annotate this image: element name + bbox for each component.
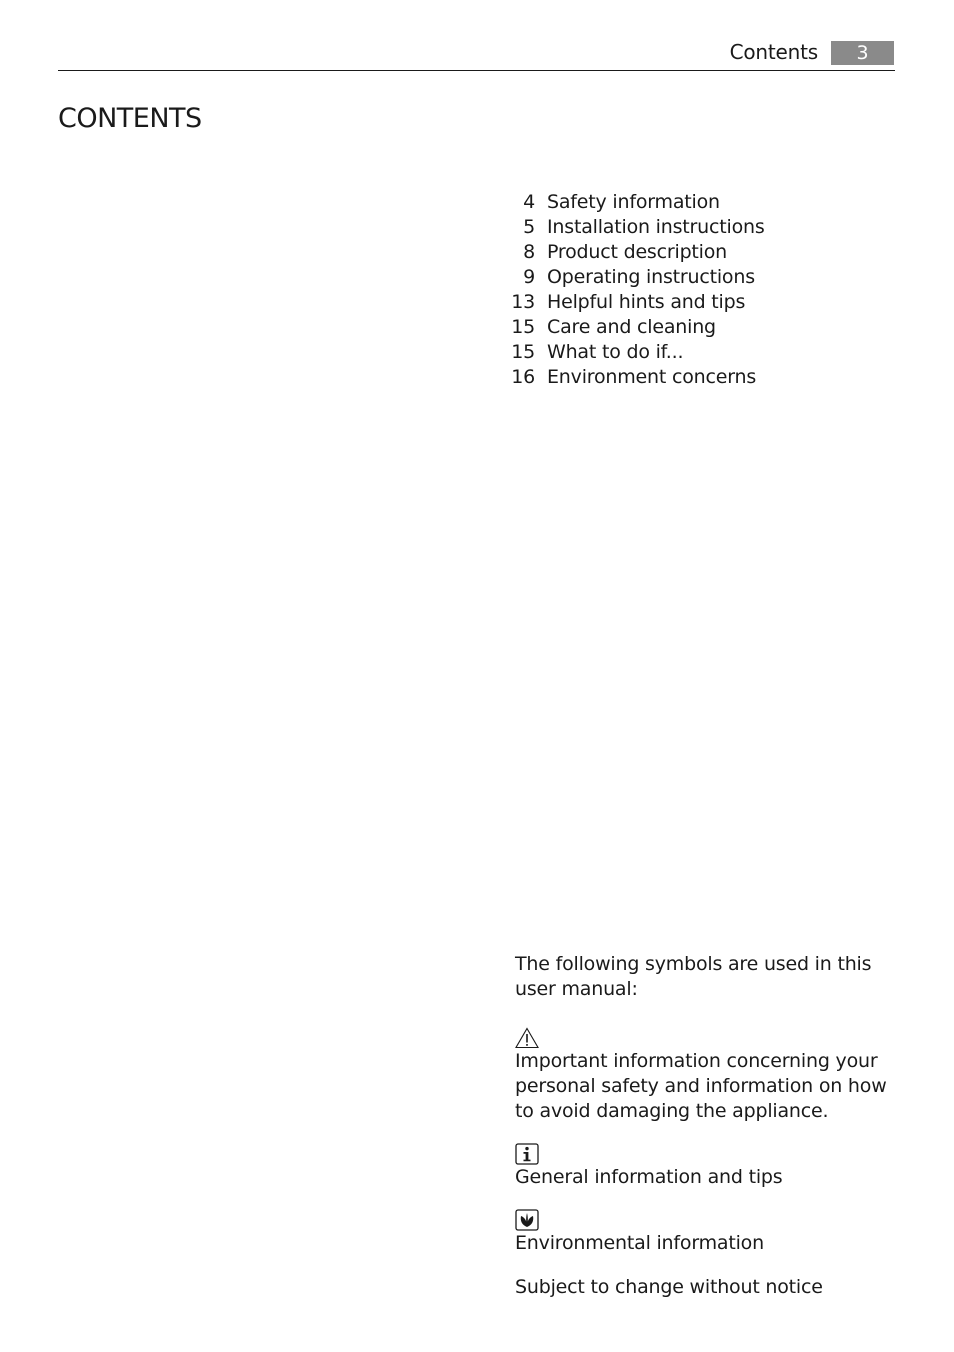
- symbol-environment-block: [515, 1209, 905, 1256]
- toc-page-number: 9: [523, 266, 535, 288]
- symbols-legend: [515, 952, 905, 1300]
- toc-entry-safety-information[interactable]: [500, 190, 900, 215]
- page-number-badge: 3: [831, 41, 894, 65]
- toc-entry-product-description[interactable]: [500, 240, 900, 265]
- toc-entry-title: What to do if...: [547, 341, 684, 363]
- change-notice: Subject to change without notice: [515, 1276, 823, 1298]
- toc-entry-title: Operating instructions: [547, 266, 755, 288]
- symbol-warning-block: [515, 1027, 905, 1124]
- toc-entry-title: Installation instructions: [547, 216, 765, 238]
- toc-page-number: 8: [523, 241, 535, 263]
- toc-entry-care-and-cleaning[interactable]: [500, 315, 900, 340]
- toc-entry-title: Care and cleaning: [547, 316, 716, 338]
- toc-entry-environment-concerns[interactable]: [500, 365, 900, 390]
- symbols-intro: The following symbols are used in this user manual:: [515, 953, 872, 1000]
- toc-entry-title: Product description: [547, 241, 728, 263]
- toc-page-number: 13: [511, 291, 535, 313]
- warning-triangle-icon: [515, 1027, 539, 1049]
- environment-icon: [515, 1209, 539, 1231]
- symbol-warning-text: Important information concerning your personal safety and information on how to avoid damaging the appliance.: [515, 1050, 887, 1122]
- toc-entry-title: Helpful hints and tips: [547, 291, 746, 313]
- toc-entry-helpful-hints-and-tips[interactable]: [500, 290, 900, 315]
- info-icon: [515, 1143, 539, 1165]
- toc-page-number: 15: [511, 316, 535, 338]
- symbol-info-text: General information and tips: [515, 1166, 783, 1188]
- header-section-label: Contents: [729, 40, 818, 64]
- header-divider: [58, 70, 895, 71]
- toc-page-number: 5: [523, 216, 535, 238]
- toc-page-number: 4: [523, 191, 535, 213]
- toc-page-number: 15: [511, 341, 535, 363]
- toc-entry-title: Environment concerns: [547, 366, 757, 388]
- table-of-contents: [500, 190, 900, 390]
- symbol-info-block: [515, 1143, 905, 1190]
- symbol-environment-text: Environmental information: [515, 1232, 764, 1254]
- toc-entry-what-to-do-if[interactable]: [500, 340, 900, 365]
- toc-entry-installation-instructions[interactable]: [500, 215, 900, 240]
- toc-entry-operating-instructions[interactable]: [500, 265, 900, 290]
- toc-entry-title: Safety information: [547, 191, 720, 213]
- toc-page-number: 16: [511, 366, 535, 388]
- page-title: CONTENTS: [58, 103, 202, 134]
